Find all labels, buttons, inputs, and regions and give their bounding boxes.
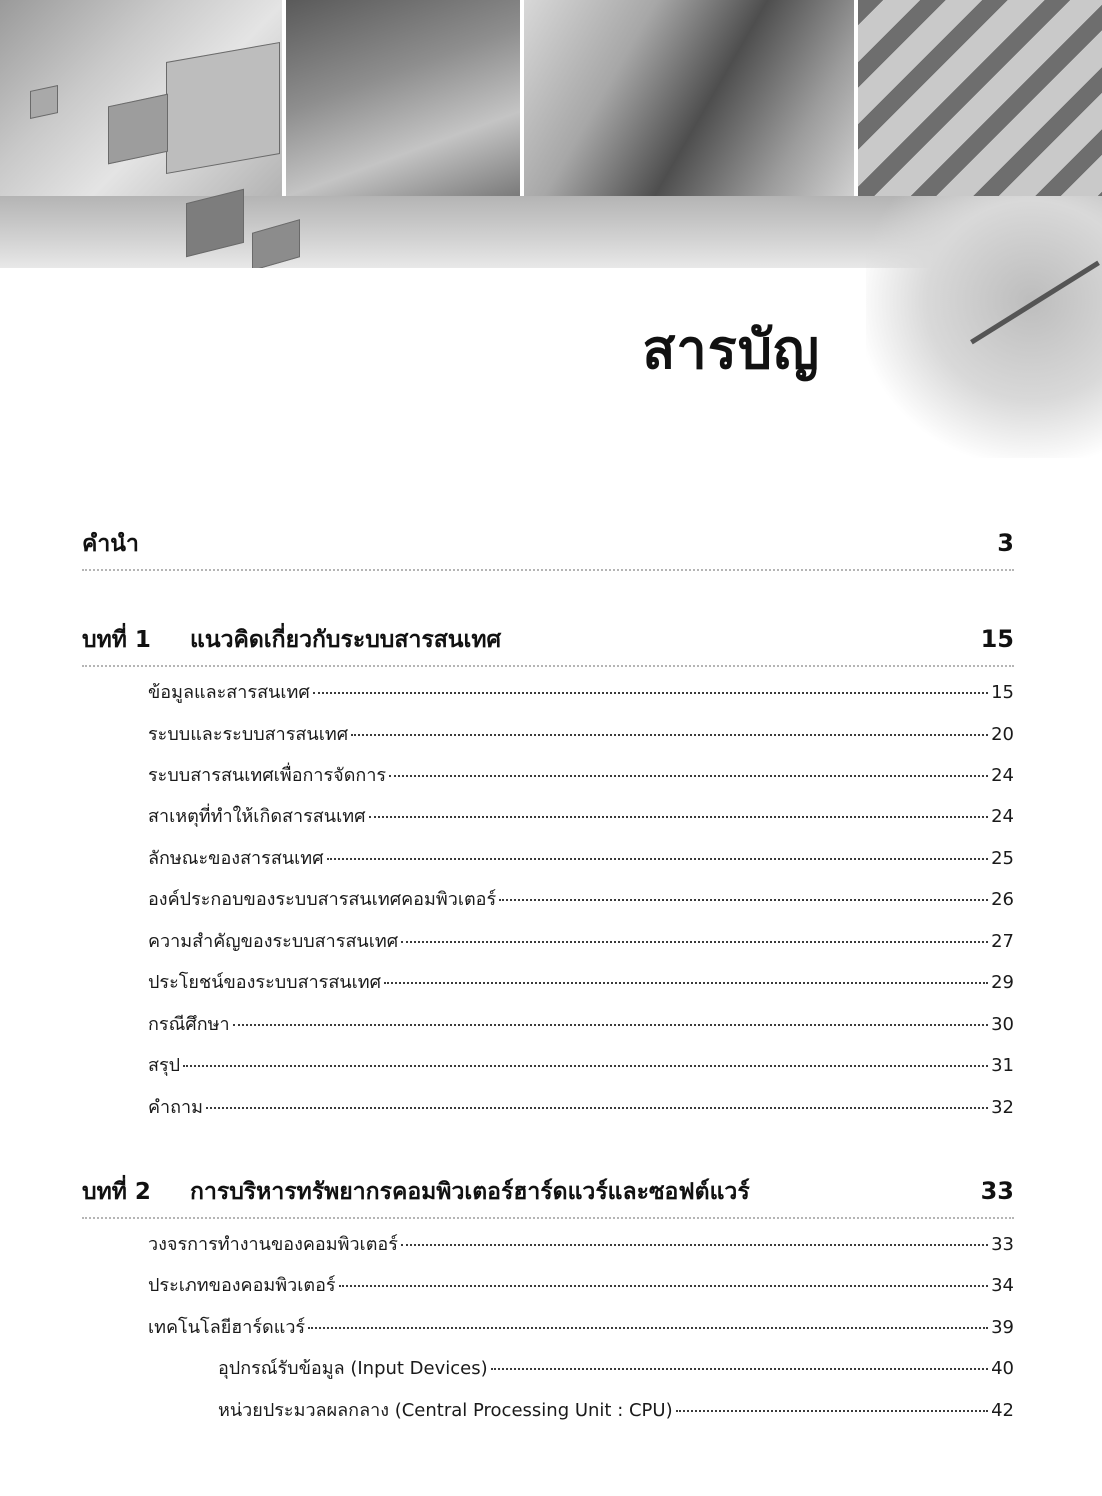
entry-page: 42	[991, 1400, 1014, 1421]
dot-leader	[327, 858, 989, 860]
entry-page: 32	[991, 1097, 1014, 1118]
entry-page: 29	[991, 972, 1014, 993]
dot-leader	[233, 1024, 989, 1026]
toc-subentry[interactable]	[218, 1353, 1014, 1382]
entry-page: 40	[991, 1358, 1014, 1379]
dot-leader	[183, 1065, 988, 1067]
entry-page: 34	[991, 1275, 1014, 1296]
chapter-heading[interactable]	[82, 622, 1014, 667]
chapter-heading[interactable]	[82, 1174, 1014, 1219]
entry-page: 30	[991, 1014, 1014, 1035]
entry-label: วงจรการทำงานของคอมพิวเตอร์	[148, 1234, 398, 1255]
entry-label: กรณีศึกษา	[148, 1014, 230, 1035]
toc-preface-row[interactable]	[82, 526, 1014, 571]
entry-label: ประโยชน์ของระบบสารสนเทศ	[148, 972, 382, 993]
cube-shape	[30, 85, 58, 119]
entry-page: 24	[991, 765, 1014, 786]
dot-leader	[499, 899, 988, 901]
entry-label: ระบบและระบบสารสนเทศ	[148, 724, 349, 745]
toc-entry[interactable]	[148, 1092, 1014, 1121]
entry-page: 24	[991, 806, 1014, 827]
toc-entry[interactable]	[148, 677, 1014, 706]
entry-label: องค์ประกอบของระบบสารสนเทศคอมพิวเตอร์	[148, 889, 497, 910]
toc-entry[interactable]	[148, 760, 1014, 789]
entry-page: 15	[991, 682, 1014, 703]
dot-leader	[351, 734, 988, 736]
toc-entry[interactable]	[148, 884, 1014, 913]
toc-entry[interactable]	[148, 843, 1014, 872]
toc-subentry[interactable]	[218, 1395, 1014, 1424]
chapter-number: บทที่ 1	[82, 627, 151, 653]
dot-leader	[384, 982, 988, 984]
toc-entry[interactable]	[148, 1009, 1014, 1038]
toc-entry[interactable]	[148, 801, 1014, 830]
entry-label: หน่วยประมวลผลกลาง (Central Processing Unit : CPU)	[218, 1400, 673, 1421]
toc-entry[interactable]	[148, 1270, 1014, 1299]
entry-page: 31	[991, 1055, 1014, 1076]
entry-label: อุปกรณ์รับข้อมูล (Input Devices)	[218, 1358, 488, 1379]
toc-entry[interactable]	[148, 967, 1014, 996]
chapter-number: บทที่ 2	[82, 1179, 151, 1205]
entry-label: สรุป	[148, 1055, 181, 1076]
chapter-page: 15	[980, 625, 1014, 653]
dot-leader	[339, 1285, 989, 1287]
dot-leader	[389, 775, 988, 777]
dot-leader	[369, 816, 989, 818]
chapter-title: การบริหารทรัพยากรคอมพิวเตอร์ฮาร์ดแวร์และซอฟต์แวร์	[190, 1179, 750, 1205]
entry-page: 33	[991, 1234, 1014, 1255]
entry-label: ความสำคัญของระบบสารสนเทศ	[148, 931, 399, 952]
chapter-title: แนวคิดเกี่ยวกับระบบสารสนเทศ	[190, 627, 502, 653]
entry-label: เทคโนโลยีฮาร์ดแวร์	[148, 1317, 306, 1338]
banner-photo-desk-items	[286, 0, 520, 196]
dot-leader	[401, 1244, 988, 1246]
dot-leader	[401, 941, 988, 943]
banner-photo-laptop	[524, 0, 854, 196]
dot-leader	[491, 1368, 988, 1370]
entry-page: 25	[991, 848, 1014, 869]
entry-label: ข้อมูลและสารสนเทศ	[148, 682, 310, 703]
page-title: สารบัญ	[642, 318, 820, 381]
dot-leader	[206, 1107, 988, 1109]
toc-entry[interactable]	[148, 1050, 1014, 1079]
entry-label: สาเหตุที่ทำให้เกิดสารสนเทศ	[148, 806, 366, 827]
entry-page: 27	[991, 931, 1014, 952]
entry-page: 39	[991, 1317, 1014, 1338]
toc-entry[interactable]	[148, 1312, 1014, 1341]
entry-page: 26	[991, 889, 1014, 910]
chapter-page: 33	[980, 1177, 1014, 1205]
banner-photo-keyboard	[858, 0, 1102, 196]
entry-label: ลักษณะของสารสนเทศ	[148, 848, 324, 869]
dot-leader	[313, 692, 988, 694]
dot-leader	[308, 1327, 988, 1329]
entry-label: ประเภทของคอมพิวเตอร์	[148, 1275, 336, 1296]
hand-writing-photo	[866, 196, 1102, 458]
entry-label: ระบบสารสนเทศเพื่อการจัดการ	[148, 765, 387, 786]
preface-label: คำนำ	[82, 531, 139, 557]
toc-entry[interactable]	[148, 926, 1014, 955]
entry-label: คำถาม	[148, 1097, 204, 1118]
entry-page: 20	[991, 724, 1014, 745]
cube-shape	[166, 42, 280, 174]
preface-page: 3	[997, 529, 1014, 557]
toc-entry[interactable]	[148, 1229, 1014, 1258]
dot-leader	[676, 1410, 988, 1412]
toc-entry[interactable]	[148, 719, 1014, 748]
